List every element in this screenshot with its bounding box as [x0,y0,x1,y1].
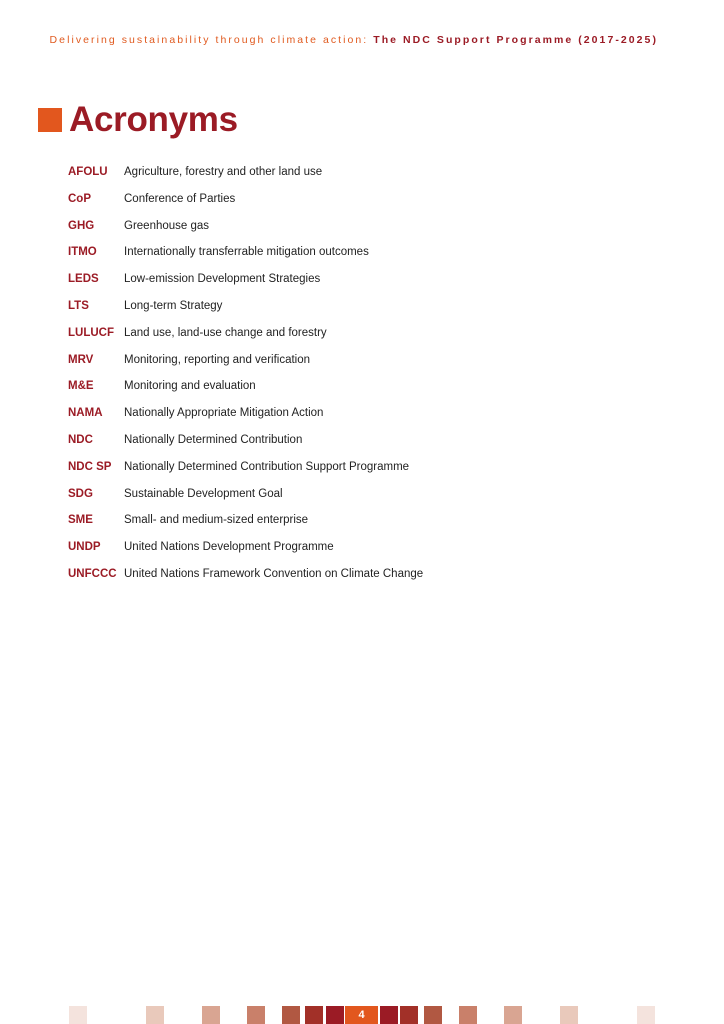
acronym-row [68,458,423,485]
acronym-term: M&E [68,380,94,393]
acronym-definition: Nationally Determined Contribution Support Programme [124,460,410,473]
acronym-row [68,190,423,217]
footer-square [69,1006,87,1024]
acronym-row [68,351,423,378]
acronym-definition: Conference of Parties [124,192,236,205]
acronym-term: GHG [68,219,95,232]
acronym-term: LULUCF [68,326,114,339]
acronym-definition: United Nations Development Programme [124,541,334,554]
acronym-definition: Long-term Strategy [124,299,223,312]
footer-square [400,1006,418,1024]
footer-square [282,1006,300,1024]
acronym-term: CoP [68,192,91,205]
title-row [38,100,238,140]
running-header [50,34,658,46]
footer-square [326,1006,344,1024]
footer-square [202,1006,220,1024]
acronym-term: ITMO [68,246,97,259]
acronym-definition: Agriculture, forestry and other land use [124,166,323,178]
page-title: Acronyms [69,100,238,139]
acronym-term: LTS [68,299,89,312]
footer-square [305,1006,323,1024]
acronym-definition: Small- and medium-sized enterprise [124,514,309,527]
acronym-definition: United Nations Framework Convention on Climate Change [124,567,424,580]
acronym-term: NAMA [68,407,103,420]
acronym-term: NDC [68,433,93,446]
running-header-prefix: Delivering sustainability through climate action: [49,34,369,46]
footer-square [380,1006,398,1024]
acronym-term: MRV [68,353,94,366]
acronym-term: UNDP [68,541,101,554]
acronym-definition: Land use, land-use change and forestry [124,326,327,339]
acronym-definition: Sustainable Development Goal [124,487,283,500]
acronym-row [68,217,423,244]
acronym-list [68,163,423,592]
acronym-row [68,511,423,538]
acronym-definition: Nationally Appropriate Mitigation Action [124,407,324,420]
acronym-row [68,538,423,565]
footer-square [560,1006,578,1024]
acronym-definition: Monitoring, reporting and verification [124,353,311,366]
footer-decoration [0,1006,724,1024]
acronym-row [68,565,423,592]
acronym-term: NDC SP [68,460,112,473]
footer-square [459,1006,477,1024]
acronym-row [68,377,423,404]
acronym-definition: Internationally transferrable mitigation outcomes [124,246,369,259]
acronym-definition: Low-emission Development Strategies [124,273,321,286]
acronym-row [68,297,423,324]
acronym-term: SME [68,514,93,527]
acronym-row [68,431,423,458]
title-square-icon [38,108,62,132]
acronym-term: AFOLU [68,166,108,178]
page-number: 4 [345,1006,378,1024]
acronym-row [68,485,423,512]
acronym-row [68,324,423,351]
footer-square [637,1006,655,1024]
footer-square [146,1006,164,1024]
acronym-definition: Nationally Determined Contribution [124,433,303,446]
footer-square [504,1006,522,1024]
acronym-term: UNFCCC [68,567,117,580]
acronym-term: LEDS [68,273,99,286]
acronym-definition: Monitoring and evaluation [124,380,256,393]
running-header-programme: The NDC Support Programme (2017-2025) [373,34,658,46]
footer-square [424,1006,442,1024]
footer-square [247,1006,265,1024]
acronym-row [68,243,423,270]
acronym-row [68,163,423,190]
acronym-term: SDG [68,487,93,500]
acronym-row [68,270,423,297]
acronym-row [68,404,423,431]
acronym-definition: Greenhouse gas [124,219,210,232]
